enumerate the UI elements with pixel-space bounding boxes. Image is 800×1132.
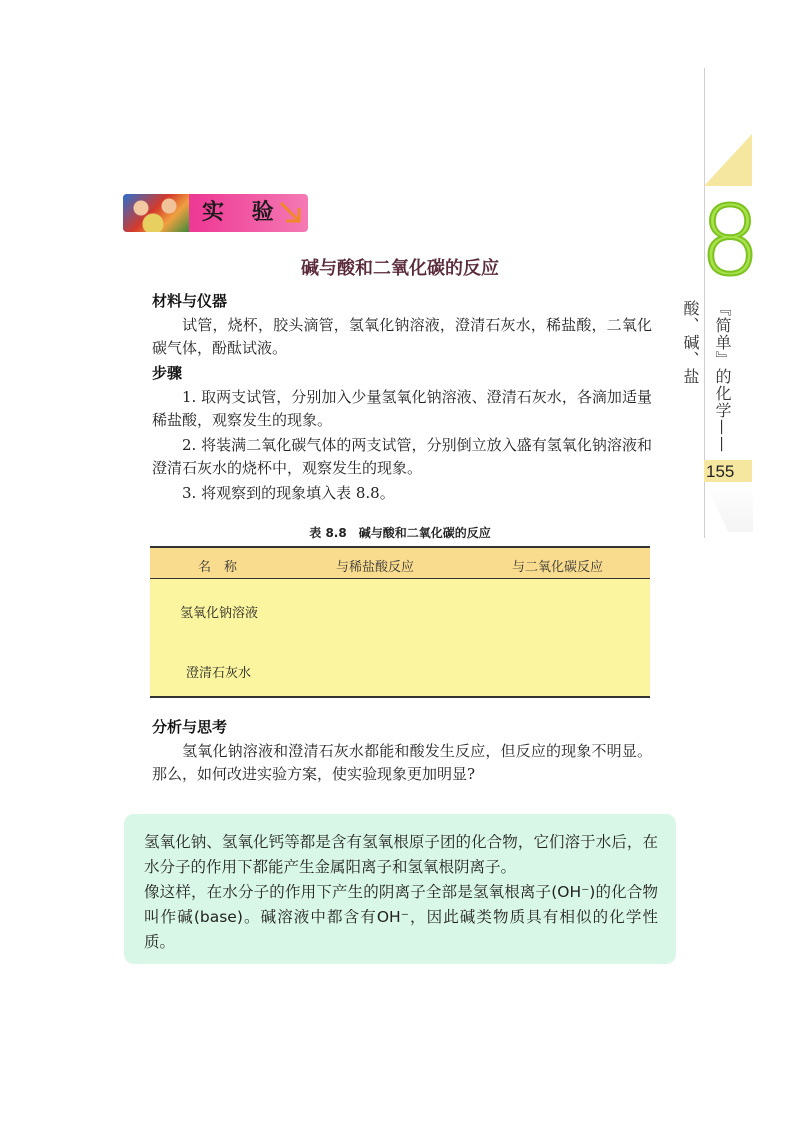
analysis-heading: 分析与思考 <box>152 718 228 736</box>
table-header-row <box>150 548 650 579</box>
chapter-number: 8 <box>699 185 761 297</box>
chapter-title: 『简单』的化学——酸、碱、盐 <box>681 300 732 453</box>
materials-text: 试管，烧杯，胶头滴管，氢氧化钠溶液，澄清石灰水，稀盐酸，二氧化碳气体，酚酞试液。 <box>152 316 652 357</box>
table-caption: 表 8.8 碱与酸和二氧化碳的反应 <box>309 526 491 540</box>
info-paragraph: 像这样，在水分子的作用下产生的阴离子全部是氢氧根离子(OH⁻)的化合物叫作碱(base)。碱溶液中都含有OH⁻，因此碱类物质具有相似的化学性质。 <box>144 883 658 951</box>
experiment-photo-thumbnail <box>123 194 189 232</box>
page-number: 155 <box>706 462 735 481</box>
table-header-cell: 名 称 <box>198 560 238 575</box>
step-item: 3. 将观察到的现象填入表 8.8。 <box>182 484 395 502</box>
info-paragraph: 氢氧化钠、氢氧化钙等都是含有氢氧根原子团的化合物，它们溶于水后，在水分子的作用下都能产生金属阳离子和氢氧根阴离子。 <box>144 833 658 876</box>
experiment-title: 碱与酸和二氧化碳的反应 <box>301 258 499 279</box>
chapter-tab-decoration <box>704 134 752 186</box>
materials-heading: 材料与仪器 <box>152 292 228 310</box>
analysis-text: 氢氧化钠溶液和澄清石灰水都能和酸发生反应，但反应的现象不明显。那么，如何改进实验方案，使实验现象更加明显? <box>152 742 652 783</box>
steps-heading: 步骤 <box>152 364 183 382</box>
arrow-down-right-icon <box>278 200 304 226</box>
step-item: 2. 将装满二氧化碳气体的两支试管，分别倒立放入盛有氢氧化钠溶液和澄清石灰水的烧杯中，观察发生的现象。 <box>152 436 652 477</box>
step-item: 1. 取两支试管，分别加入少量氢氧化钠溶液、澄清石灰水，各滴加适量稀盐酸，观察发生的现象。 <box>152 388 652 429</box>
table-header-cell: 与稀盐酸反应 <box>336 560 415 575</box>
table-header-cell: 与二氧化碳反应 <box>512 560 604 575</box>
margin-corner-decoration <box>704 482 753 532</box>
table-row-label: 澄清石灰水 <box>186 666 252 681</box>
observation-table <box>150 546 650 698</box>
table-row-label: 氢氧化钠溶液 <box>180 606 259 621</box>
experiment-banner-label: 实 验 <box>202 200 284 225</box>
